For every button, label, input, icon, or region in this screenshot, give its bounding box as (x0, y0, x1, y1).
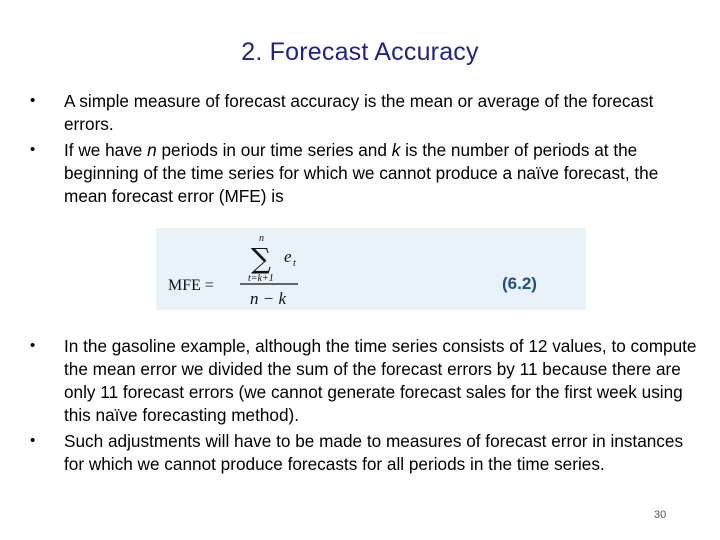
bullet-dot-icon: • (30, 92, 36, 109)
bullet-text: In the gasoline example, although the time series consists of 12 values, to compute the mean error we divided the sum of the forecast errors by 11 because there are only 11 forecast errors (we cannot generate forecast sales for the first week using this naïve forecasting method). (64, 336, 697, 425)
slide-title: 2. Forecast Accuracy (241, 38, 479, 66)
bullet-list-bottom (28, 335, 700, 479)
bullet-item (28, 90, 700, 136)
formula-lhs: MFE = (168, 277, 214, 294)
text-run: periods in our time series and (156, 140, 392, 160)
numerator-variable: e (284, 247, 292, 266)
bullet-text: A simple measure of forecast accuracy is the mean or average of the forecast errors. (64, 91, 654, 134)
variable-n: n (147, 140, 157, 160)
formula-image (156, 228, 586, 310)
bullet-dot-icon: • (30, 141, 36, 158)
text-run: If we have (64, 140, 148, 160)
sum-lower-limit: t=k+1 (248, 273, 274, 284)
text-run: is the number of periods at the beginning of the time series for which we cannot produce a naïve forecast, the mean forecast error (MFE) is (64, 140, 659, 206)
bullet-item (28, 335, 700, 427)
numerator-subscript: t (293, 258, 296, 269)
denominator: n − k (250, 289, 287, 308)
formula-svg (156, 228, 586, 310)
bullet-dot-icon: • (30, 432, 36, 449)
bullet-text (64, 140, 658, 206)
page-number: 30 (654, 509, 667, 521)
bullet-list-top (28, 90, 700, 211)
bullet-dot-icon: • (30, 337, 36, 354)
bullet-item (28, 139, 700, 208)
equation-number: (6.2) (502, 274, 537, 293)
bullet-item (28, 430, 700, 476)
sum-symbol: ∑ (251, 242, 271, 275)
bullet-text: Such adjustments will have to be made to measures of forecast error in instances for which we cannot produce forecasts for all periods in the time series. (64, 431, 684, 474)
variable-k: k (391, 140, 401, 160)
sum-upper-limit: n (259, 233, 264, 244)
